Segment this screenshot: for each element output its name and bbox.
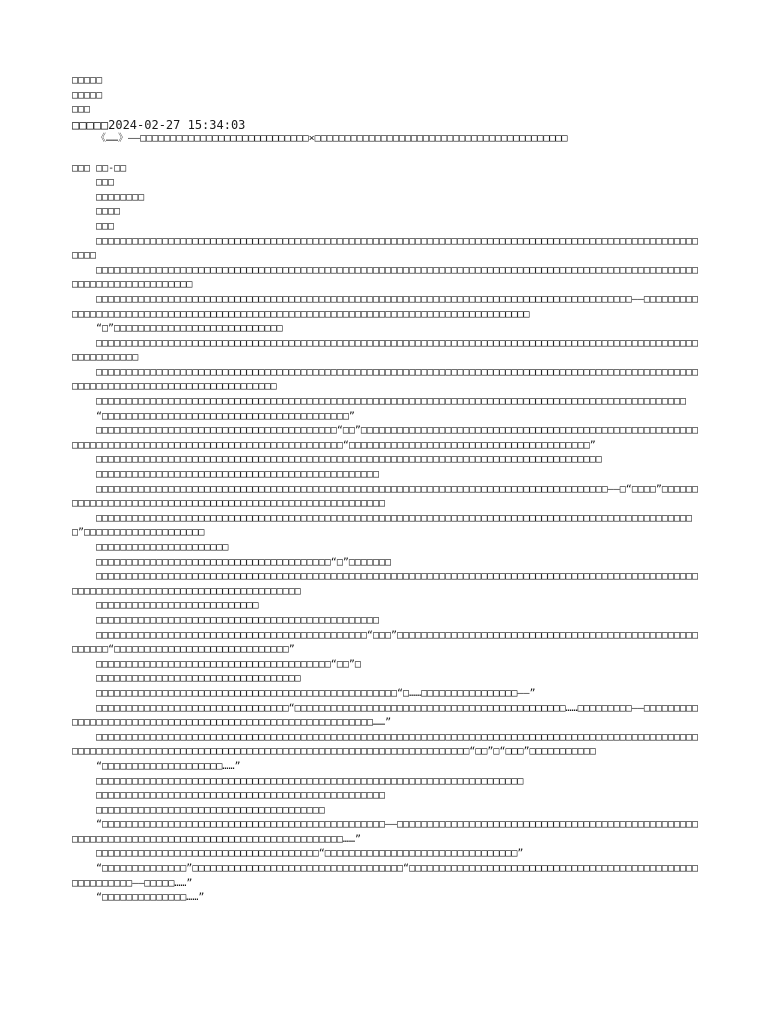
spacer (72, 147, 700, 162)
paragraph: “□□□□□□□□□□□□□□□□□□□□□□□□□□□□□□□□□□□□□□□□□” (96, 410, 355, 422)
paragraph: □□□□□□□□□□□□□□□□□□□□□□□□□□□□□□□□□□□□□□□□□□□□□□□□□□□□□□□□□□□□□□□□□□□□□□□□□□□□□□□□□□□□□□□□□□□□□□□□□□□□□□□□□□□□□□□□□□□□□□□□□□□□□□□□□□□□□□□□□□□□□□□□□□□□□□□□□□□□□□□□□□□□□□“□□”□“□□□”□□□□□□□□□□□ (72, 731, 699, 758)
chapter-heading: □□□ □□-□□ (72, 162, 127, 174)
meta-line-2: □□□□□ (72, 89, 103, 101)
paragraph: “□□□□□□□□□□□□□□□□□□□□……” (96, 760, 241, 772)
paragraph: □□□□□□□□□□□□□□□□□□□□□□□□□□□ (96, 600, 259, 612)
meta-line-1: □□□□□ (72, 75, 103, 86)
paragraph: □□□□□□□□□□□□□□□□□□□□□□ (96, 542, 229, 553)
timestamp-line (72, 118, 700, 133)
chapter-sub-2: □□□□□□□□ (96, 191, 145, 203)
paragraph: □□□□□□□□□□□□□□□□□□□□□□□□□□□□□□□□□□□□□□□□□□□□□□□□□□□□□□□□□□□□□□□□□□□□□□□□□□□□□□□□□□□□□□□□□□□□□□□□□□ (96, 396, 687, 408)
chapter-sub-1: □□□ (96, 177, 115, 189)
paragraph: □□□□□□□□□□□□□□□□□□□□□□□□□□□□□□□□□□□□□□□□□□□□□□□ (96, 469, 379, 481)
chapter-sub-4: □□□ (96, 220, 115, 232)
paragraph: “□□□□□□□□□□□□□□”□□□□□□□□□□□□□□□□□□□□□□□□□□□□□□□□□□□“□□□□□□□□□□□□□□□□□□□□□□□□□□□□□□□□□□□□□□□□□□□□□□□□□□□□□□□□□□——□□□□□……” (72, 863, 699, 889)
paragraph: □□□□□□□□□□□□□□□□□□□□□□□□□□□□□□□□□□□□□□□“□”□□□□□□□ (96, 556, 392, 568)
paragraph: “□□□□□□□□□□□□□□……” (96, 892, 205, 904)
paragraph: □□□□□□□□□□□□□□□□□□□□□□□□□□□□□□□□□□□□□□□□□□□□□□□□□□□□□□□□□□□□□□□□□□□□□□□□□□□□□□□□□□□□□□□□□□□□□□□□□□□□□□□□□□□□□□□ (72, 337, 699, 364)
paragraph: □□□□□□□□□□□□□□□□□□□□□□□□□□□□□□□□□□□□□□□□□□□□□□□□□□□□□□□□□□□□□□□□□□□□□□□□□□□□□□□□□□□□□□□□□□□□□□□□□□□□□□□□□□□□□□□□□□□□□□□□□□□□□□□□□□□□□□□□□□ (72, 571, 699, 597)
paragraph: “□□□□□□□□□□□□□□□□□□□□□□□□□□□□□□□□□□□□□□□□□□□□□□□——□□□□□□□□□□□□□□□□□□□□□□□□□□□□□□□□□□□□□□□□□□□□□□□□□□□□□□□□□□□□□□□□□□□□□□□□□□□□□□□□□□□□□□□□□□□□□□□……” (72, 819, 699, 845)
body-text (72, 235, 700, 906)
paragraph: □□□□□□□□□□□□□□□□□□□□□□□□□□□□□□□□□□□□□□□□□□□□□“□□□”□□□□□□□□□□□□□□□□□□□□□□□□□□□□□□□□□□□□□□□□□□□□□□□□□□□□□□□□“□□□□□□□□□□□□□□□□□□□□□□□□□□□□□” (72, 629, 699, 656)
paragraph: □□□□□□□□□□□□□□□□□□□□□□□□□□□□□□□□□□□□□□□□□□□□□□□□□□“□……□□□□□□□□□□□□□□□□——” (96, 687, 536, 699)
summary-line: 《……》——□□□□□□□□□□□□□□□□□□□□□□□□□□□□×□□□□□□□□□□□□□□□□□□□□□□□□□□□□□□□□□□□□□□□□□□ (96, 133, 568, 145)
paragraph: □□□□□□□□□□□□□□□□□□□□□□□□□□□□□□□□“□□□□□□□□□□□□□□□□□□□□□□□□□□□□□□□□□□□□□□□□□□□□□……□□□□□□□□□——□□□□□□□□□□□□□□□□□□□□□□□□□□□□□□□□□□□□□□□□□□□□□□□□□□□□□□□□□□□……” (72, 702, 699, 729)
document-page (72, 74, 700, 906)
paragraph: □□□□□□□□□□□□□□□□□□□□□□□□□□□□□□□□□□□□□□□□□□□□□□□□□□□□□□□□□□□□□□□□□□□□□□□□□□□□□□□□□□□□□□□□□——□□□□□□□□□□□□□□□□□□□□□□□□□□□□□□□□□□□□□□□□□□□□□□□□□□□□□□□□□□□□□□□□□□□□□□□□□□□□□□□□□□□□□ (72, 293, 699, 320)
paragraph: □□□□□□□□□□□□□□□□□□□□□□□□□□□□□□□□□□□□□□□“□□”□ (96, 658, 361, 670)
paragraph: □□□□□□□□□□□□□□□□□□□□□□□□□□□□□□□□□□□□□□□□□□□□□□□□□□□□□□□□□□□□□□□□□□□□□□□□□□□□□□□□□□□□□□□□□□□□□□□□□□□□□□□□□□□□□□□□□□□□□□□□ (72, 264, 699, 291)
paragraph: □□□□□□□□□□□□□□□□□□□□□□□□□□□□□□□□□□□□□□ (96, 804, 325, 816)
paragraph: □□□□□□□□□□□□□□□□□□□□□□□□□□□□□□□□□□□□□□□□□□□□□□□□□□□□□□□□□□□□□□□□□□□□□□□□□□□□□□□□□□□□□□□□□□□□□□□□□□□□”□□□□□□□□□□□□□□□□□□□□ (72, 512, 693, 539)
paragraph: “□”□□□□□□□□□□□□□□□□□□□□□□□□□□□□ (96, 323, 283, 335)
paragraph: □□□□□□□□□□□□□□□□□□□□□□□□□□□□□□□□□□□□□“□□□□□□□□□□□□□□□□□□□□□□□□□□□□□□□□” (96, 848, 524, 860)
paragraph: □□□□□□□□□□□□□□□□□□□□□□□□□□□□□□□□□□□□□□□□□□□□□□□□□□□□□□□□□□□□□□□□□□□□□□□□□□□□□□□□□□□□□——□“□□□□”□□□□□□□□□□□□□□□□□□□□□□□□□□□□□□□□□□□□□□□□□□□□□□□□□□□□□□□□□□ (72, 483, 699, 510)
paragraph: □□□□□□□□□□□□□□□□□□□□□□□□□□□□□□□□□□ (96, 673, 301, 685)
timestamp-prefix: □□□□□ (72, 117, 109, 132)
timestamp: 2024-02-27 15:34:03 (108, 117, 246, 132)
paragraph: □□□□□□□□□□□□□□□□□□□□□□□□□□□□□□□□□□□□□□□□□□□□□□□□□□□□□□□□□□□□□□□□□□□□□□□□□□□□□□□□□□□□ (96, 454, 602, 466)
paragraph: □□□□□□□□□□□□□□□□□□□□□□□□□□□□□□□□□□□□□□□□□□□□□□□□ (96, 790, 385, 802)
paragraph: □□□□□□□□□□□□□□□□□□□□□□□□□□□□□□□□□□□□□□□□□□□□□□□□□□□□□□□□□□□□□□□□□□□□□□□□□□□□□□□□□□□□□□□□□□□□□□□□□□□□□□□□□□□□□□□□□□□□□□□□□□□□□□□□□□□□□□ (72, 366, 699, 393)
chapter-sub-3: □□□□ (96, 206, 121, 218)
paragraph: □□□□□□□□□□□□□□□□□□□□□□□□□□□□□□□□□□□□□□□□“□□”□□□□□□□□□□□□□□□□□□□□□□□□□□□□□□□□□□□□□□□□□□□□□□□□□□□□□□□□□□□□□□□□□□□□□□□□□□□□□□□□□□□□□□□□□□□□□□□□□□□□□“□□□□□□□□□□□□□□□□□□□□□□□□□□□□□□□□□□□□□□□□” (72, 425, 699, 451)
meta-line-3: □□□ (72, 104, 91, 116)
paragraph: □□□□□□□□□□□□□□□□□□□□□□□□□□□□□□□□□□□□□□□□□□□□□□□ (96, 614, 379, 626)
paragraph: □□□□□□□□□□□□□□□□□□□□□□□□□□□□□□□□□□□□□□□□□□□□□□□□□□□□□□□□□□□□□□□□□□□□□□□□□□□□□□□□□□□□□□□□□□□□□□□□□□□□□□□□ (72, 235, 699, 262)
paragraph: □□□□□□□□□□□□□□□□□□□□□□□□□□□□□□□□□□□□□□□□□□□□□□□□□□□□□□□□□□□□□□□□□□□□□□□ (96, 775, 524, 787)
